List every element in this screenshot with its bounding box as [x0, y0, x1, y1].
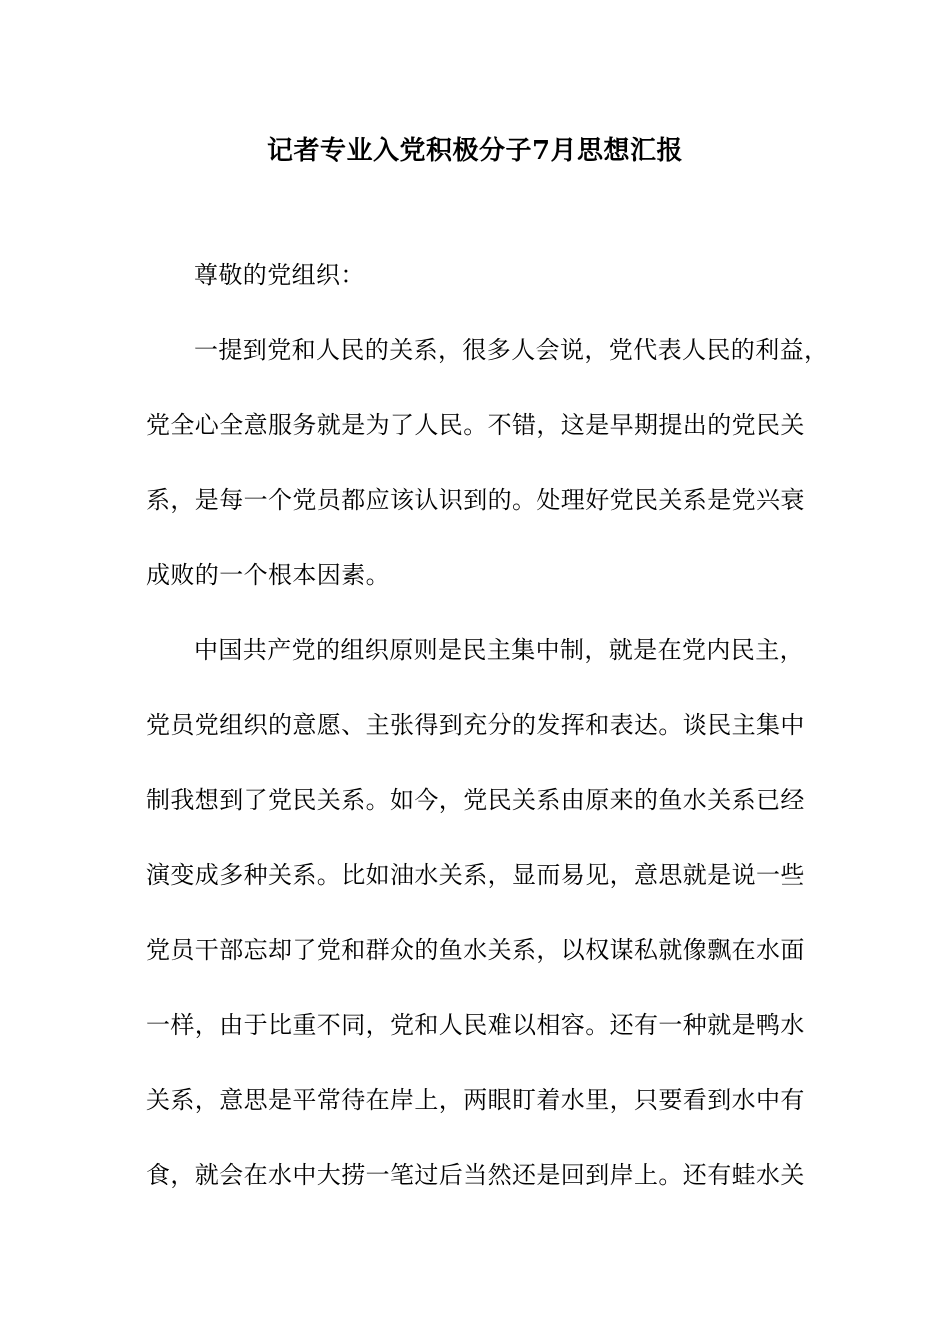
paragraph-1-line-2: 党全心全意服务就是为了人民。不错，这是早期提出的党民关: [146, 411, 805, 439]
paragraph-2-line-5: 党员干部忘却了党和群众的鱼水关系，以权谋私就像飘在水面: [146, 936, 805, 964]
paragraph-2-line-4: 演变成多种关系。比如油水关系，显而易见，意思就是说一些: [146, 861, 805, 889]
paragraph-2-line-8: 食，就会在水中大捞一笔过后当然还是回到岸上。还有蛙水关: [146, 1161, 805, 1189]
paragraph-2-line-3: 制我想到了党民关系。如今，党民关系由原来的鱼水关系已经: [146, 786, 805, 814]
paragraph-2-line-2: 党员党组织的意愿、主张得到充分的发挥和表达。谈民主集中: [146, 711, 805, 739]
document-title: 记者专业入党积极分子7月思想汇报: [266, 136, 684, 166]
paragraph-1-line-4: 成败的一个根本因素。: [146, 561, 390, 589]
paragraph-1-line-3: 系，是每一个党员都应该认识到的。处理好党民关系是党兴衰: [146, 486, 805, 514]
paragraph-1-line-1: 一提到党和人民的关系，很多人会说，党代表人民的利益，: [194, 336, 829, 364]
paragraph-2-line-7: 关系，意思是平常待在岸上，两眼盯着水里，只要看到水中有: [146, 1086, 805, 1114]
paragraph-2-line-1: 中国共产党的组织原则是民主集中制，就是在党内民主，: [194, 636, 804, 664]
paragraph-2-line-6: 一样，由于比重不同，党和人民难以相容。还有一种就是鸭水: [146, 1011, 805, 1039]
salutation-line: 尊敬的党组织：: [194, 261, 365, 289]
